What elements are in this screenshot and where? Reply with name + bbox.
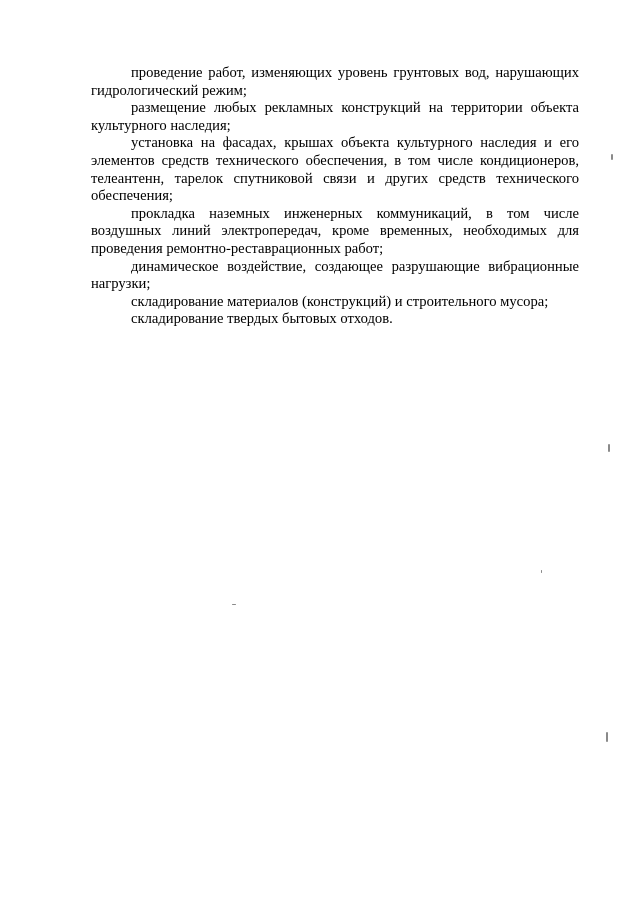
scan-speck: [232, 604, 236, 605]
list-paragraph-utilities: прокладка наземных инженерных коммуникаций, в том числе воздушных линий электропередач, кроме временных, необходимых для проведения ремонтно-реставрационных работ;: [91, 205, 579, 257]
document-body: [91, 65, 579, 329]
scan-speck: [541, 570, 542, 573]
list-paragraph-materials-storage: складирование материалов (конструкций) и строительного мусора;: [131, 293, 549, 310]
scan-speck: [606, 732, 608, 742]
list-paragraph-vibration: динамическое воздействие, создающее разрушающие вибрационные нагрузки;: [91, 258, 579, 293]
scan-speck: [611, 154, 613, 160]
list-paragraph-advertising: размещение любых рекламных конструкций на территории объекта культурного наследия;: [91, 100, 579, 134]
scan-speck: [608, 444, 610, 452]
list-paragraph-waste-storage: складирование твердых бытовых отходов.: [131, 311, 393, 328]
list-paragraph-groundwater: проведение работ, изменяющих уровень грунтовых вод, нарушающих гидрологический режим;: [91, 65, 579, 99]
list-paragraph-technical-equipment: установка на фасадах, крышах объекта культурного наследия и его элементов средств технического обеспечения, в том числе кондиционеров, телеантенн, тарелок спутниковой связи и других средств технического обеспечения;: [91, 135, 579, 205]
